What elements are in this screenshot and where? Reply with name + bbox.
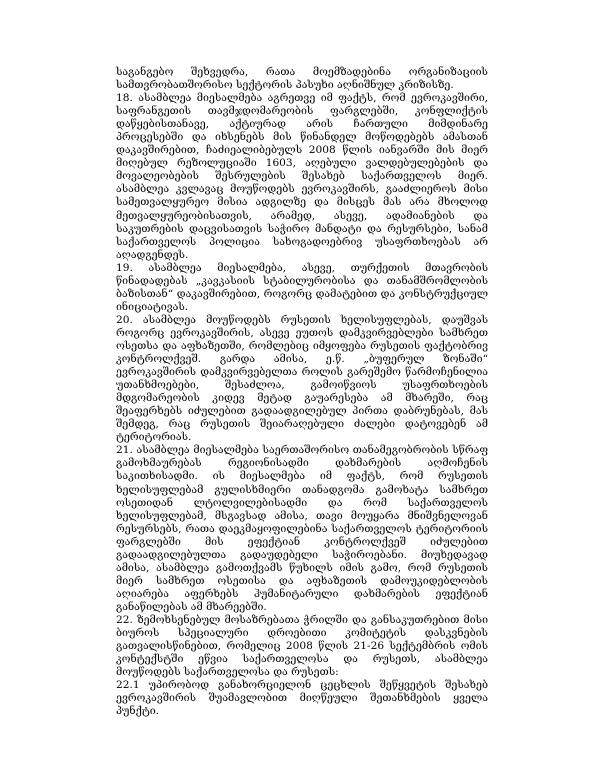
document-page bbox=[116, 66, 488, 718]
paragraph-18: 18. ასამბლეა მიესალმება აგრეთვე იმ ფაქტს, რომ ევროკავშირი, საფრანგეთის თავმჯდომარეობის ფარგლებში, კონფლიქტის დაწყებისთანავე, აქტიურად არის ჩართული მიმდინარე პროცესებში და იხსენებს მის წინანდელ მოწოდებებს ამასთან დაკავშირებით, ჩაძიეალიბებულს 2008 წლის იანვარში მის მიერ მიღებულ რეზოლუციაში 1603, აღებული ვალდებულებების და მოვალეობების შესრულების შესახებ საქართველოს მიერ. ასამბლეა კვლავაც მოუწოდებს ევროკავშირს, გააძლიეროს მისი სამეთვალყურეო მისია ადგილზე და მისცეს მას არა მხოლოდ მეთვალყურეობისათვის, არამედ, ასევე, ადამიანების და საკუთრების დაცვისათვის საჭირო მანდატი და რესურსები, სანამ საქართველოს პოლიცია სახოგადოებრივ უსაფრთხოებას არ აღადგენდეს. bbox=[116, 92, 488, 261]
paragraph-19: 19. ასამბლეა მიესალმება, ასევე, თურქეთის მთავრობის წინადადებას „კავკასიის სტაბილურობისა და თანამშრომლობის ბაზისთან“ დაკავშირებით, როგორც დამატებით და კონსტრუქციულ ინიციატივას. bbox=[116, 261, 488, 313]
paragraph-intro: საგანგებო შეხვედრა, რათა მოემზადებინა ორგანიზაციის სამთვრობათშორისო სექტორის პასუხი აღნიშნულ კრიზისზე. bbox=[116, 66, 488, 92]
paragraph-20: 20. ასამბლეა მოუწოდებს რუსეთის ხელისუფლებას, დაუშვას როგორც ევროკავშირის, ასევე ეუთოს დამკვირვებლები სამხრეთ ოსეთსა და აფხაზეთში, რომლებიც იმყოფება რუსეთის ფაქტობრივ კონტროლქვეშ. გარდა ამისა, ე.წ. „ბუფერულ ზონაში“ ევროკავშირის დამკვირვებელთა როლის გარეშემო წარმოჩენილია უთანხმოებები, შესაძლოა, გამოიწვიოს უსაფრთხოების მდგომარეობის კიდევ მეტად გაუარესება ამ მხარეში, რაც შეაფერხებს იძულებით გადაადგილებულ პირთა დაბრუნებას, მას შემდეგ, რაც რუსეთის შეიარაღებული ძალები დატოვებენ ამ ტერიტორიას. bbox=[116, 313, 488, 444]
paragraph-22: 22. ზემოხსენებულ მოსაზრებათა ჭრილში და განსაკუთრებით მისი ბიუროს სპეციალური დროებითი კომიტეტის დასკვნების გათვალისწინებით, რომელიც 2008 წლის 21-26 სექტემბრის ომის კონტექსტში ეწვია საქართველოსა და რუსეთს, ასამბლეა მოუწოდებს საქართველოსა და რუსეთს: bbox=[116, 613, 488, 679]
paragraph-22-1: 22.1 უპირობოდ განახორციელონ ცეცხლის შეწყვეტის შესახებ ევროკავშირის შუამავლობით მიღწეული შეთანხმების ყველა პუნქტი. bbox=[116, 679, 488, 718]
paragraph-21: 21. ასამბლეა მიესალმება საერთაშორისო თანამეგობრობის სწრაფ გამოხმაურებას რეგიონისადმი დახმარების აღმოჩენის საკითხისადმი. ის მიესალმება იმ ფაქტს, რომ რუსეთის ხელისუფლებამ გულისხმიერი თანადგომა გამოხატა სამხრეთ ოსეთიდან ლტოლვილებისადმი და რომ საქართველოს ხელისუფლებამ, მსგავსად ამისა, თავი მოუყარა მნიშვნელოვან რესურსებს, რათა დაეკმაყოფილებინა საქართველოს ტერიტორიის ფარგლებში მის ეფექტიან კონტროლქვეშ იძულებით გადაადგილებულთა გადაუდებელი საჭიროებანი. მიუხედავად ამისა, ასამბლეა გამოთქვამს წუხილს იმის გამო, რომ რუსეთის მიერ სამხრეთ ოსეთისა და აფხაზეთის დამოუკიდებლობის აღიარება აფერხებს ჰუმანიტარული დახმარების ეფექტიან განაწილებას ამ მხარეებში. bbox=[116, 444, 488, 613]
